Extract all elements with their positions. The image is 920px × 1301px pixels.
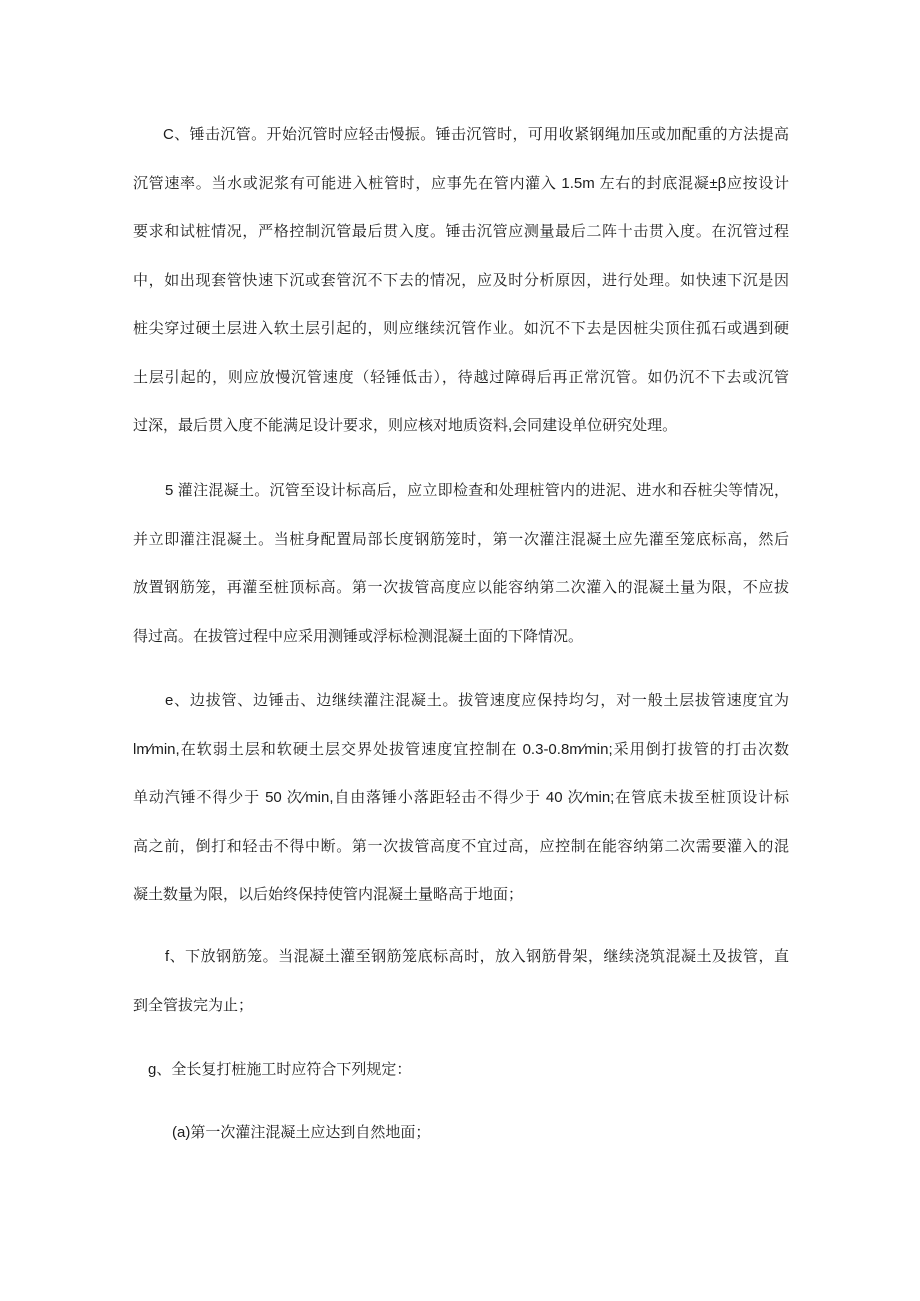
paragraph-extract-hammer-pour [133,677,789,920]
paragraph-line: 到全管拔完为止； [133,996,254,1014]
paragraph-line: 土层引起的，则应放慢沉管速度（轻锤低击），待越过障碍后再正常沉管。如仍沉不下去或沉管 [133,368,789,386]
paragraph-line: g、全长复打桩施工时应符合下列规定： [148,1061,412,1078]
paragraph-line: 沉管速率。当水或泥浆有可能进入桩管时，应事先在管内灌入 1.5m 左右的封底混凝±β应按设计 [133,174,789,192]
paragraph-line: 凝土数量为限，以后始终保持使管内混凝土量略高于地面； [133,886,524,903]
paragraph-line: 高之前，倒打和轻击不得中断。第一次拔管高度不宜过高，应控制在能容纳第二次需要灌入的混 [133,837,789,855]
paragraph-line: 桩尖穿过硬土层进入软土层引起的，则应继续沉管作业。如沉不下去是因桩尖顶住孤石或遇到硬 [133,320,789,337]
paragraph-line: 要求和试桩情况，严格控制沉管最后贯入度。锤击沉管应测量最后二阵十击贯入度。在沉管过程 [133,223,789,240]
paragraph-line: lm∕min,在软弱土层和软硬土层交界处拔管速度宜控制在 0.3-0.8m∕min;采用倒打拔管的打击次数 [133,740,789,758]
paragraph-full-length-redriving [133,1046,789,1095]
paragraph-line: 5 灌注混凝土。沉管至设计标高后，应立即检查和处理桩管内的进泥、进水和吞桩尖等情况， [165,482,789,499]
paragraph-hammer-pipe-sinking [133,111,789,451]
paragraph-lower-rebar-cage [133,933,789,1030]
paragraph-line: e、边拔管、边锤击、边继续灌注混凝土。拔管速度应保持均匀，对一般土层拔管速度宜为 [165,692,789,709]
paragraph-item-a [133,1109,789,1158]
paragraph-line: (a)第一次灌注混凝土应达到自然地面； [172,1124,431,1141]
paragraph-line: f、下放钢筋笼。当混凝土灌至钢筋笼底标高时，放入钢筋骨架，继续浇筑混凝土及拔管，直 [165,948,789,965]
paragraph-line: 得过高。在拔管过程中应采用测锤或浮标检测混凝土面的下降情况。 [133,627,584,645]
paragraph-line: 单动汽锤不得少于 50 次∕min,自由落锤小落距轻击不得少于 40 次∕min;在管底未拔至桩顶设计标 [133,789,789,806]
paragraph-line: 放置钢筋笼，再灌至桩顶标高。第一次拔管高度应以能容纳第二次灌入的混凝土量为限，不应拔 [133,579,789,596]
paragraph-line: 过深，最后贯入度不能满足设计要求，则应核对地质资料,会同建设单位研究处理。 [133,417,678,434]
paragraph-line: 并立即灌注混凝土。当桩身配置局部长度钢筋笼时，第一次灌注混凝土应先灌至笼底标高，然后 [133,530,789,548]
paragraph-line: C、锤击沉管。开始沉管时应轻击慢振。锤击沉管时，可用收紧钢绳加压或加配重的方法提高 [163,126,789,143]
paragraph-line: 中，如出现套管快速下沉或套管沉不下去的情况，应及时分析原因，进行处理。如快速下沉是因 [133,271,789,289]
paragraph-pour-concrete [133,467,789,661]
